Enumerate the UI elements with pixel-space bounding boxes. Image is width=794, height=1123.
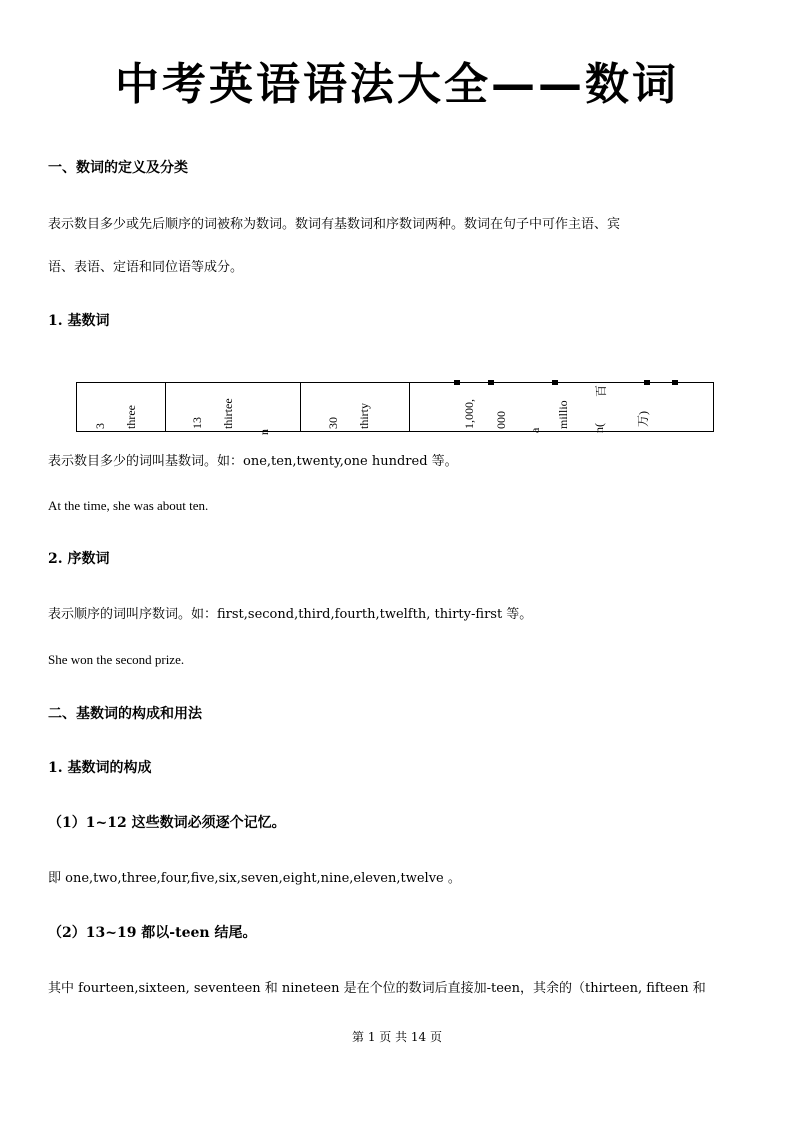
ordinal-definition: 表示顺序的词叫序数词。如：first,second,third,fourth,twelfth, thirty-first 等。 [48, 607, 533, 622]
page-footer: 第 1 页 共 14 页 [352, 1030, 442, 1044]
table-text-a: a [527, 427, 542, 433]
rule-1-to-12: （1）1~12 这些数词必须逐个记忆。 [48, 815, 286, 831]
section-heading-cardinal-formation: 二、基数词的构成和用法 [48, 706, 202, 722]
definition-paragraph-line-1: 表示数目多少或先后顺序的词被称为数词。数词有基数词和序数词两种。数词在句子中可作主语、宾 [48, 217, 621, 232]
cardinal-definition: 表示数目多少的词叫基数词。如：one,ten,twenty,one hundred 等。 [48, 454, 458, 469]
cardinal-number-table [76, 382, 714, 435]
section-heading-definition: 一、数词的定义及分类 [48, 160, 188, 176]
rule-13-to-19: （2）13~19 都以-teen 结尾。 [48, 925, 257, 941]
subheading-ordinal-numbers: 2. 序数词 [48, 551, 110, 567]
table-text-n-paren: n( [591, 423, 606, 433]
table-cell-thirteen [166, 383, 302, 435]
table-text-thirty: thirty [357, 403, 372, 429]
definition-paragraph-line-2: 语、表语、定语和同位语等成分。 [48, 260, 244, 275]
table-text-three: three [124, 405, 138, 429]
subheading-cardinal-numbers: 1. 基数词 [48, 313, 110, 329]
cardinal-example: At the time, she was about ten. [48, 498, 209, 513]
table-text-ten-thousand: 万) [635, 411, 650, 427]
table-text-3: 3 [93, 423, 107, 429]
table-cell-million [410, 383, 713, 431]
rule-13-to-19-text: 其中 fourteen,sixteen, seventeen 和 nineteen 是在个位的数词后直接加-teen，其余的（thirteen, fifteen 和 [48, 981, 706, 996]
table-border-tick [454, 380, 460, 385]
table-border-tick [488, 380, 494, 385]
table-text-hundred: 百 [593, 384, 608, 397]
subheading-cardinal-formation: 1. 基数词的构成 [48, 760, 152, 776]
table-text-13: 13 [189, 417, 204, 429]
rule-1-to-12-text: 即 one,two,three,four,five,six,seven,eight,nine,eleven,twelve 。 [48, 871, 461, 886]
table-border-tick [644, 380, 650, 385]
table-text-000: 000 [493, 411, 508, 429]
table-text-1000000: 1,000, [461, 399, 476, 429]
table-text-thirtee: thirtee [220, 398, 235, 429]
table-text-millio: millio [555, 400, 570, 429]
table-text-n: n [256, 429, 271, 435]
page-title: 中考英语语法大全——数词 [115, 59, 679, 110]
table-cell-three [77, 383, 166, 431]
ordinal-example: She won the second prize. [48, 652, 185, 667]
table-cell-thirty [301, 383, 410, 431]
table-border-tick [552, 380, 558, 385]
table-border-tick [672, 380, 678, 385]
table-text-30: 30 [326, 417, 341, 429]
